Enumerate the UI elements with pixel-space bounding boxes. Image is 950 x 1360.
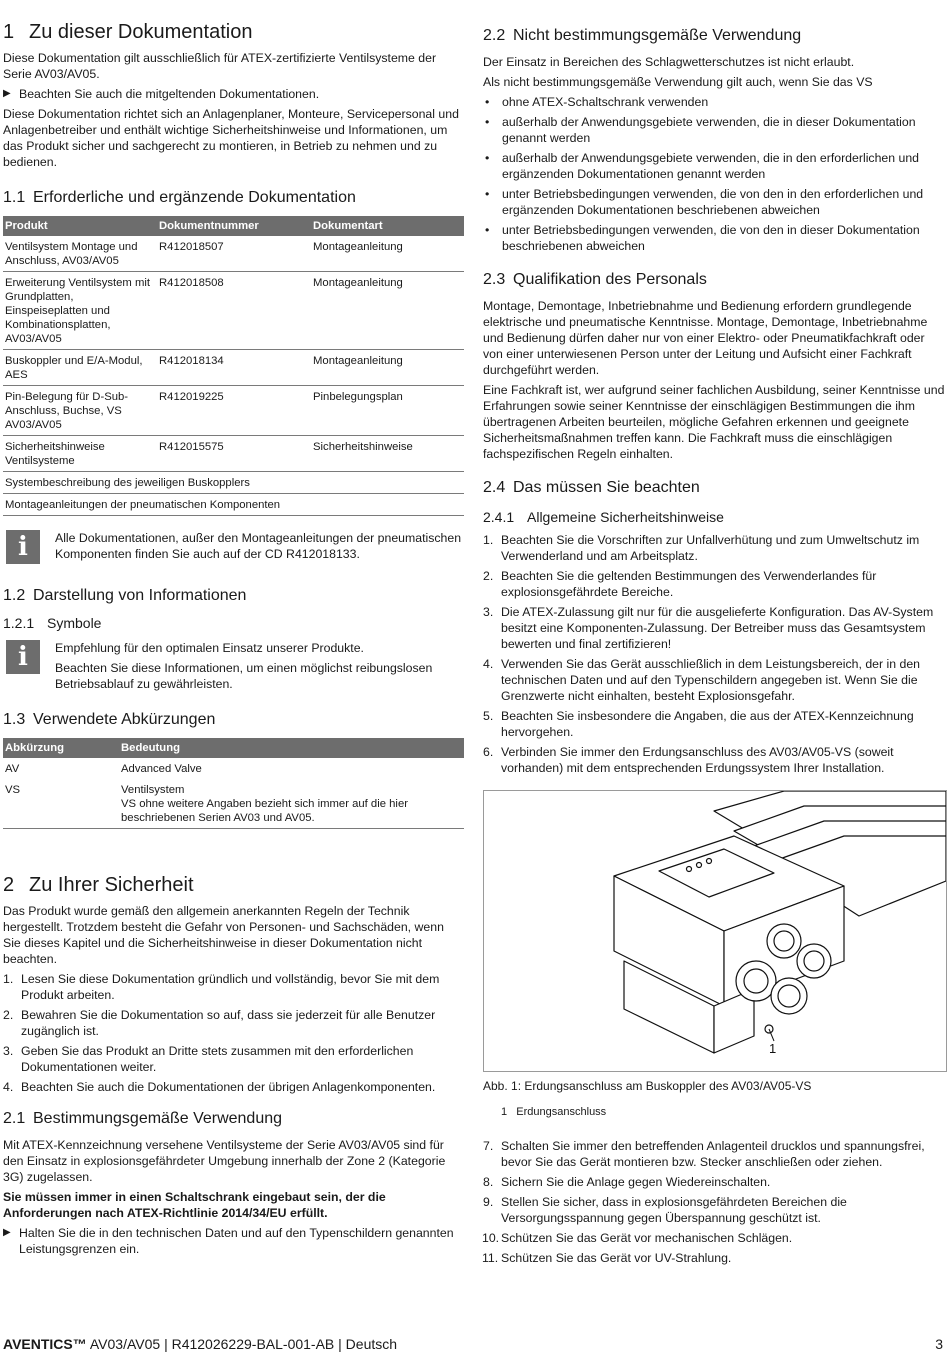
column-header: Dokumentart (311, 216, 464, 236)
list-item: 2. Bewahren Sie die Dokumentation so auf, dass sie jederzeit für alle Benutzer zugänglich ist. (3, 1008, 436, 1038)
list-item: 11. Schützen Sie das Gerät vor UV-Strahlung. (482, 1251, 732, 1265)
info-icon: i (6, 640, 40, 674)
column-header: Produkt (3, 216, 157, 236)
list-item: • unter Betriebsbedingungen verwenden, die von den in dieser Dokumentation beschriebenen abweichen (485, 223, 920, 253)
info-note: i Alle Dokumentationen, außer den Montageanleitungen der pneumatischen Komponenten finden Sie auch auf der CD R412018133. (3, 530, 464, 564)
figure-legend: 1 Erdungsanschluss (501, 1106, 607, 1118)
arrow-right-icon: ▶ (3, 88, 11, 99)
list-item: 6. Verbinden Sie immer den Erdungsanschluss des AV03/AV05-VS (soweit vorhanden) mit dem entsprechenden Erdungssystem Ihrer Installation. (483, 745, 894, 775)
info-icon: i (6, 530, 40, 564)
list-item: 1. Beachten Sie die Vorschriften zur Unfallverhütung und zum Umweltschutz im Verwenderland und am Arbeitsplatz. (483, 533, 920, 563)
paragraph: Der Einsatz in Bereichen des Schlagwetterschutzes ist nicht erlaubt. (483, 55, 855, 69)
general-safety-steps-continued (483, 1138, 945, 1266)
instruction-item: ▶ Beachten Sie auch die mitgeltenden Dokumentationen. (3, 87, 320, 101)
table-header-row (3, 738, 464, 758)
table-row: Sicherheitshinweise Ventilsysteme R412015575 Sicherheitshinweise (3, 436, 464, 472)
paragraph: Eine Fachkraft ist, wer aufgrund seiner fachlichen Ausbildung, seiner Kenntnisse und Erfahrungen sowie seiner Kenntnisse der einschlägigen Bestimmungen die ihm übertragenen Arbeiten beurteilen, mögliche Gefahren erkennen und geeignete Sicherheitsmaßnahmen treffen kann. Die Fachkraft muss die einschlägigen fachspezifischen Regeln einhalten. (483, 383, 945, 461)
table-row: Montageanleitungen der pneumatischen Komponenten (3, 494, 464, 516)
table-row: Buskoppler und E/A-Modul, AES R412018134 Montageanleitung (3, 350, 464, 386)
callout-label: 1 (769, 1041, 777, 1056)
list-item: • außerhalb der Anwendungsgebiete verwenden, die in dieser Dokumentation genannt werden (485, 115, 916, 145)
misuse-list (483, 94, 945, 254)
section-number: 1 (3, 21, 15, 43)
table-row: VS Ventilsystem VS ohne weitere Angaben bezieht sich immer auf die hier beschriebenen Serien AV03 und AV05. (3, 779, 464, 829)
paragraph-bold: Sie müssen immer in einen Schaltschrank eingebaut sein, der die Anforderungen nach ATEX-Richtlinie 2014/34/EU erfüllt. (3, 1190, 386, 1220)
paragraph: Als nicht bestimmungsgemäße Verwendung gilt auch, wenn Sie das VS (483, 75, 873, 89)
page-number: 3 (935, 1336, 943, 1352)
section-2-1-heading: 2.1 Bestimmungsgemäße Verwendung (3, 1110, 283, 1127)
abbreviations-table (3, 738, 464, 829)
section-2-4-1-heading: 2.4.1 Allgemeine Sicherheitshinweise (483, 509, 724, 525)
paragraph: Das Produkt wurde gemäß den allgemein anerkannten Regeln der Technik hergestellt. Trotzdem besteht die Gefahr von Personen- und Sachschäden, wenn Sie dieses Kapitel und die Sicherheitshinweise in dieser Dokumentation nicht beachten. (3, 904, 444, 966)
bus-coupler-illustration (484, 791, 946, 1071)
section-2-heading: 2 Zu Ihrer Sicherheit (3, 874, 194, 896)
column-header: Abkürzung (3, 738, 119, 758)
paragraph: Diese Dokumentation gilt ausschließlich für ATEX-zertifizierte Ventilsysteme der Serie AV03/AV05. (3, 51, 437, 81)
table-row: Pin-Belegung für D-Sub-Anschluss, Buchse, VS AV03/AV05 R412019225 Pinbelegungsplan (3, 386, 464, 436)
right-column (483, 20, 945, 1270)
list-item: 5. Beachten Sie insbesondere die Angaben, die aus der ATEX-Kennzeichnung hervorgehen. (483, 709, 914, 739)
list-item: 4. Beachten Sie auch die Dokumentationen der übrigen Anlagenkomponenten. (3, 1080, 436, 1094)
arrow-right-icon: ▶ (3, 1227, 11, 1238)
documentation-table (3, 216, 464, 516)
figure-bus-coupler (483, 790, 947, 1072)
list-item: 4. Verwenden Sie das Gerät ausschließlich in dem Leistungsbereich, der in den technischen Daten und auf den Typenschildern angegeben ist. Wenn Sie die Grenzwerte nicht einhalten, besteht Explosionsgefahr. (483, 657, 921, 703)
list-item: 7. Schalten Sie immer den betreffenden Anlagenteil drucklos und spannungsfrei, bevor Sie das Gerät montieren bzw. Stecker anschließen oder ziehen. (483, 1139, 925, 1169)
list-item: • außerhalb der Anwendungsgebiete verwenden, die in den erforderlichen und ergänzenden Dokumentationen genannt werden (485, 151, 920, 181)
paragraph: Montage, Demontage, Inbetriebnahme und Bedienung erfordern grundlegende elektrische und pneumatische Kenntnisse. Montage, Demontage, Inbetriebnahme und Bedienung dürfen daher nur von einer Elektro- oder Pneumatikfachkraft oder von einer unterwiesenen Person unter der Leitung und Aufsicht einer Fachkraft durchgeführt werden. (483, 299, 928, 377)
info-note: i Empfehlung für den optimalen Einsatz unserer Produkte. Beachten Sie diese Informationen, um einen möglichst reibungslosen Betriebsablauf zu gewährleisten. (3, 640, 464, 692)
list-item: 9. Stellen Sie sicher, dass in explosionsgefährdeten Bereichen die Versorgungsspannung gegen Überspannung geschützt ist. (483, 1195, 847, 1225)
list-item: 3. Geben Sie das Produkt an Dritte stets zusammen mit den erforderlichen Dokumentationen weiter. (3, 1044, 414, 1074)
section-2-2-heading: 2.2 Nicht bestimmungsgemäße Verwendung (483, 27, 802, 44)
section-1-1-heading: 1.1 Erforderliche und ergänzende Dokumentation (3, 189, 356, 206)
section-1-2-heading: 1.2 Darstellung von Informationen (3, 587, 247, 604)
list-item: 3. Die ATEX-Zulassung gilt nur für die ausgelieferte Konfiguration. Das AV-System besitzt eine Komponenten-Zulassung. Der Betreiber muss das Gesamtsystem bewerten und final zertifizieren! (483, 605, 934, 651)
safety-steps (3, 971, 464, 1095)
list-item: • unter Betriebsbedingungen verwenden, die von den in den erforderlichen und ergänzenden Dokumentationen beschriebenen abweichen (485, 187, 924, 217)
paragraph: Diese Dokumentation richtet sich an Anlagenplaner, Monteure, Servicepersonal und Anlagenbetreiber und enthält wichtige Sicherheitshinweise und Informationen, um das Produkt sicher und sachgerecht zu montieren, in Betrieb zu nehmen und zu bedienen. (3, 107, 459, 169)
list-item: 2. Beachten Sie die geltenden Bestimmungen des Verwenderlandes für explosionsgefährdete Bereiche. (483, 569, 877, 599)
list-item: • ohne ATEX-Schaltschrank verwenden (485, 95, 709, 109)
column-header: Dokumentnummer (157, 216, 311, 236)
left-column (3, 20, 464, 1261)
section-1-3-heading: 1.3 Verwendete Abkürzungen (3, 711, 216, 728)
section-1-heading (3, 20, 464, 44)
list-item: 1. Lesen Sie diese Dokumentation gründlich und vollständig, bevor Sie mit dem Produkt arbeiten. (3, 972, 440, 1002)
figure-caption: Abb. 1: Erdungsanschluss am Buskoppler des AV03/AV05-VS (483, 1079, 812, 1093)
section-2-3-heading: 2.3 Qualifikation des Personals (483, 271, 707, 288)
general-safety-steps (483, 532, 945, 776)
section-title: Zu dieser Dokumentation (29, 21, 253, 43)
table-row: Ventilsystem Montage und Anschluss, AV03/AV05 R412018507 Montageanleitung (3, 236, 464, 272)
section-1-2-1-heading: 1.2.1 Symbole (3, 615, 102, 631)
instruction-item: ▶ Halten Sie die in den technischen Daten und auf den Typenschildern genannten Leistungsgrenzen ein. (3, 1226, 454, 1256)
table-row: AV Advanced Valve (5, 763, 202, 775)
table-header-row (3, 216, 464, 236)
table-row: Systembeschreibung des jeweiligen Buskopplers (3, 472, 464, 494)
section-2-4-heading: 2.4 Das müssen Sie beachten (483, 479, 700, 496)
brand-name: AVENTICS™ (3, 1336, 87, 1352)
list-item: 8. Sichern Sie die Anlage gegen Wiedereinschalten. (483, 1175, 771, 1189)
table-row: Erweiterung Ventilsystem mit Grundplatten, Einspeiseplatten und Kombinationsplatten, AV03/AV05 R412018508 Montageanleitung (3, 272, 464, 350)
list-item: 10. Schützen Sie das Gerät vor mechanischen Schlägen. (482, 1231, 793, 1245)
page-footer: AVENTICS™ AV03/AV05 | R412026229-BAL-001-AB | Deutsch (3, 1336, 398, 1352)
paragraph: Mit ATEX-Kennzeichnung versehene Ventilsysteme der Serie AV03/AV05 sind für den Einsatz in explosionsgefährdeter Umgebung innerhalb der Zone 2 (Kategorie 3G) zugelassen. (3, 1138, 446, 1184)
column-header: Bedeutung (119, 738, 464, 758)
